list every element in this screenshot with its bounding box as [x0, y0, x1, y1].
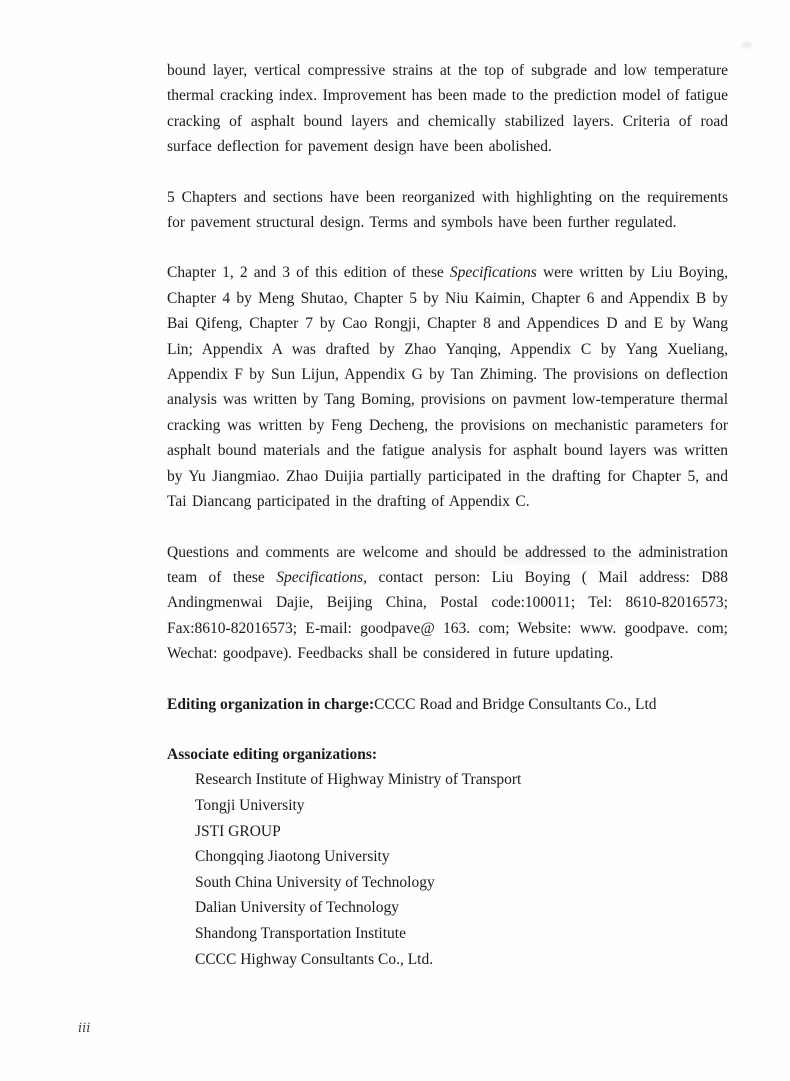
paragraph-authors-pre: Chapter 1, 2 and 3 of this edition of these	[167, 264, 450, 282]
paragraph-improvements: bound layer, vertical compressive strains at the top of subgrade and low temperature thermal cracking index. Improvement has been made to the prediction model of fatigue cracking of asphalt bound layers and chemically stabilized layers. Criteria of road surface deflection for pavement design have been abolished.	[167, 62, 728, 156]
paragraph-authors	[167, 260, 728, 514]
list-item: Tongji University	[195, 796, 305, 814]
page-content	[167, 58, 728, 972]
paragraph-contact-pre: Questions and comments are welcome and should be addressed to the administration team of these	[167, 543, 728, 586]
list-item: Research Institute of Highway Ministry of Transport	[195, 771, 522, 789]
list-item: JSTI GROUP	[195, 822, 281, 840]
list-item: South China University of Technology	[195, 873, 435, 891]
specifications-italic-term: Specifications	[449, 264, 537, 282]
editing-organization-value: CCCC Road and Bridge Consultants Co., Ltd	[374, 695, 657, 713]
paragraph-contact-post: , contact person: Liu Boying ( Mail address: D88 Andingmenwai Dajie, Beijing China, Postal code:100011; Tel: 8610-82016573; Fax:8610-82016573; E-mail: goodpave@ 163. com; Website: www. goodpave. com; Wechat: goodpave). Feedbacks shall be considered in future updating.	[167, 568, 728, 663]
paragraph-reorganized: 5 Chapters and sections have been reorganized with highlighting on the requirements for pavement structural design. Terms and symbols have been further regulated.	[167, 188, 728, 232]
list-item: Chongqing Jiaotong University	[195, 848, 390, 866]
list-item: Shandong Transportation Institute	[195, 924, 406, 942]
scan-artifact	[742, 42, 752, 48]
editing-organization-label: Editing organization in charge:	[167, 695, 375, 713]
paragraph-authors-post: were written by Liu Boying, Chapter 4 by Meng Shutao, Chapter 5 by Niu Kaimin, Chapter 6 and Appendix B by Bai Qifeng, Chapter 7 by Cao Rongji, Chapter 8 and Appendices D and E by Wang Lin; Appendix A was drafted by Zhao Yanqing, Appendix C by Yang Xueliang, Appendix F by Sun Lijun, Appendix G by Tan Zhiming. The provisions on deflection analysis was written by Tang Boming, provisions on pavment low-temperature thermal cracking was written by Feng Decheng, the provisions on mechanistic parameters for asphalt bound materials and the fatigue analysis for asphalt bound layers was written by Yu Jiangmiao. Zhao Duijia partially participated in the drafting for Chapter 5, and Tai Diancang participated in the drafting of Appendix C.	[167, 264, 728, 511]
page-number: ⅲ	[78, 1020, 91, 1035]
editing-organization-line	[167, 692, 728, 717]
list-item: CCCC Highway Consultants Co., Ltd.	[195, 950, 434, 968]
list-item: Dalian University of Technology	[195, 899, 399, 917]
paragraph-contact	[167, 540, 728, 667]
associate-organizations-heading: Associate editing organizations:	[167, 745, 378, 763]
associate-organizations-list	[195, 767, 728, 972]
specifications-italic-term: Specifications	[276, 568, 364, 586]
